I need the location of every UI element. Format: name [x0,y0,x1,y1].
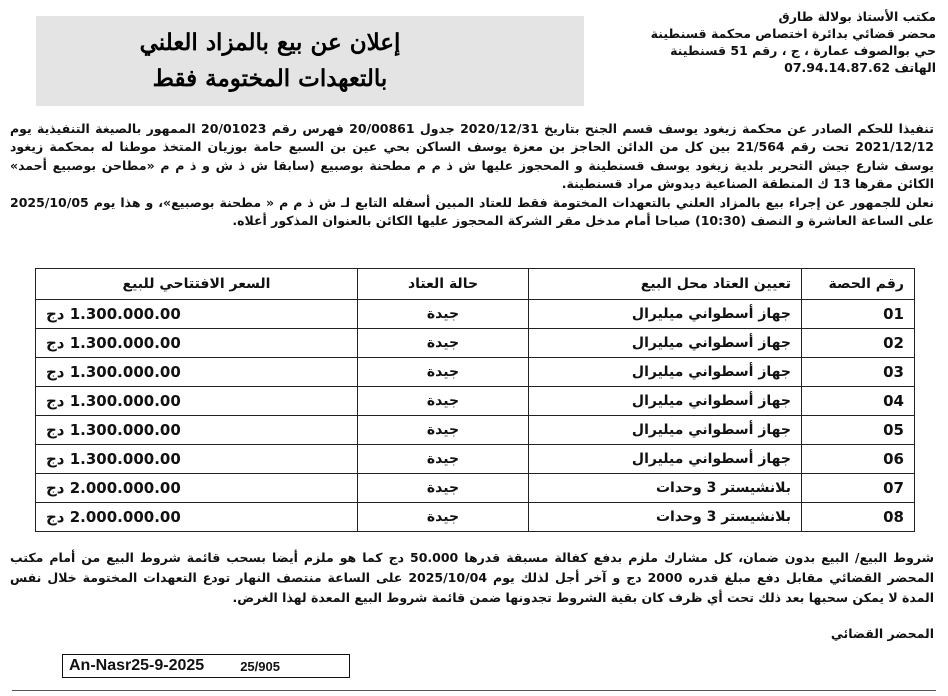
lot-condition: جيدة [358,474,529,503]
lot-condition: جيدة [358,300,529,329]
publication-reference-box [62,654,350,678]
table-row [36,445,915,474]
lot-price: 1.300.000.00 دج [36,416,358,445]
publication-date: An-Nasr25-9-2025 [69,657,205,674]
lot-number: 06 [802,445,915,474]
header-lot-number: رقم الحصة [802,269,915,300]
lot-number: 02 [802,329,915,358]
lot-price: 1.300.000.00 دج [36,329,358,358]
intro-paragraph-judgment: تنفيذا للحكم الصادر عن محكمة زيغود يوسف قسم الجنح بتاريخ 2020/12/31 جدول 20/00861 فهرس رقم 20/01023 الممهور بالصيغة التنفيذية يوم 2021/12/12 تحت رقم 21/564 بين كل من الدائن الحاجز بن معزة يوسف الساكن بحي عين بن السبع حامة بوزيان المتخذ موطنا له بمحكمة زيغود يوسف شارع جيش التحرير بلدية زيغود يوسف قسنطينة و المحجوز عليها ش ذ م م مطحنة بوصبيع (سابقا ش ذ ش و ذ م م «مطاحن بوصبيع أحمد» الكائن مقرها 13 ك المنطقة الصناعية ديدوش مراد قسنطينة. [10,121,934,192]
office-name: مكتب الأستاذ بولالة طارق [778,9,936,24]
lot-number: 05 [802,416,915,445]
lots-table-header [36,269,915,300]
lot-item: جهاز أسطواني ميليرال [529,358,802,387]
office-jurisdiction: محضر قضائي بدائرة اختصاص محكمة قسنطينة [650,26,936,41]
lot-item: جهاز أسطواني ميليرال [529,329,802,358]
table-row [36,300,915,329]
lot-condition: جيدة [358,387,529,416]
header-item: تعيين العتاد محل البيع [529,269,802,300]
lot-number: 03 [802,358,915,387]
title-line-2: بالتعهدات المختومة فقط [152,65,388,92]
lot-price: 1.300.000.00 دج [36,445,358,474]
header-condition: حالة العتاد [358,269,529,300]
table-row [36,474,915,503]
lot-number: 01 [802,300,915,329]
lot-price: 1.300.000.00 دج [36,387,358,416]
lot-price: 1.300.000.00 دج [36,358,358,387]
lot-item: جهاز أسطواني ميليرال [529,300,802,329]
office-address: حي بوالصوف عمارة ، ج ، رقم 51 قسنطينة [670,43,936,58]
table-row [36,329,915,358]
intro-text [10,120,934,230]
lot-item: جهاز أسطواني ميليرال [529,445,802,474]
lot-price: 2.000.000.00 دج [36,474,358,503]
lot-item: جهاز أسطواني ميليرال [529,387,802,416]
ad-reference-number: 25/905 [240,658,280,674]
lot-condition: جيدة [358,329,529,358]
bailiff-signature: المحضر القضائي [830,626,934,641]
sale-terms-text: شروط البيع/ البيع بدون ضمان، كل مشارك ملزم بدفع كفالة مسبقة قدرها 50.000 دج كما هو ملزم أيضا بسحب قائمة شروط البيع من أمام مكتب المحضر القضائي مقابل دفع مبلغ قدره 2000 دج و آخر أجل لذلك يوم 2025/10/04 على الساعة منتصف النهار تودع التعهدات المختومة خلال نفس المدة لا يمكن سحبها بعد ذلك تحت أي ظرف كان بقية الشروط تجدونها ضمن قائمة شروط البيع المعدة لهذا الغرض. [10,550,934,605]
lot-condition: جيدة [358,503,529,532]
office-phone: الهاتف 07.94.14.87.62 [784,60,936,75]
table-row [36,416,915,445]
table-row [36,503,915,532]
title-line-1: إعلان عن بيع بالمزاد العلني [139,29,401,56]
lot-item: جهاز أسطواني ميليرال [529,416,802,445]
lot-condition: جيدة [358,358,529,387]
announcement-title-box [36,16,584,106]
lot-item: بلانشيستر 3 وحدات [529,474,802,503]
table-row [36,358,915,387]
lot-item: بلانشيستر 3 وحدات [529,503,802,532]
lot-number: 08 [802,503,915,532]
lot-condition: جيدة [358,416,529,445]
lot-price: 2.000.000.00 دج [36,503,358,532]
table-row [36,387,915,416]
lot-condition: جيدة [358,445,529,474]
intro-paragraph-auction: نعلن للجمهور عن إجراء بيع بالمزاد العلني بالتعهدات المختومة فقط للعتاد المبين أسفله التابع لـ ش ذ م م « مطحنة بوصبيع»، و هذا يوم 2025/10/05 على الساعة العاشرة و النصف (10:30) صباحا أمام مدخل مقر الشركة المحجوز عليها الكائن بالعنوان المذكور أعلاه. [10,194,934,229]
header-opening-price: السعر الافتتاحي للبيع [36,269,358,300]
bottom-divider [12,690,936,691]
bailiff-office-header [606,8,936,76]
lots-table [35,268,915,532]
sale-terms [10,548,934,608]
lot-price: 1.300.000.00 دج [36,300,358,329]
lot-number: 07 [802,474,915,503]
lot-number: 04 [802,387,915,416]
